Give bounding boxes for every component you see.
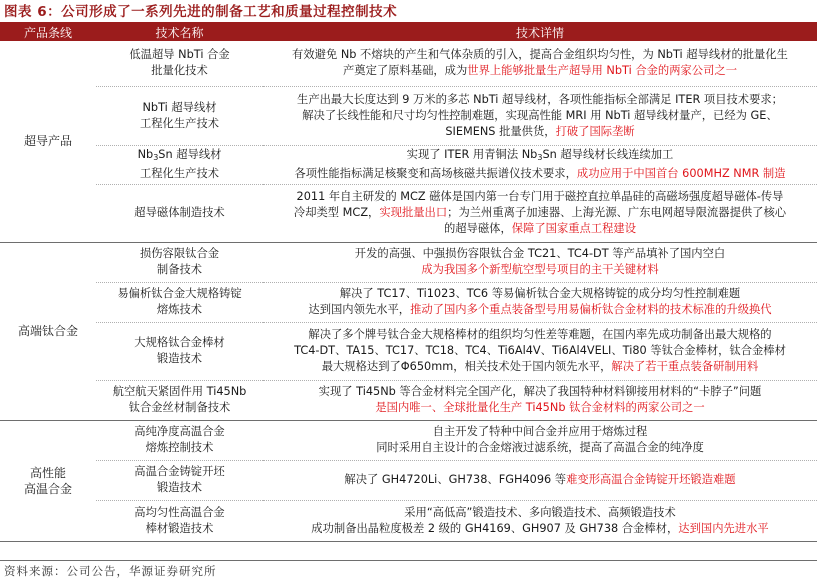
table-row — [0, 322, 817, 380]
highlight-text: 成功应用于中国首台 600MHZ NMR 制造 — [576, 167, 786, 180]
table-row — [0, 184, 817, 242]
tech-name: 易偏析钛合金大规格铸锭 熔炼技术 — [96, 282, 263, 322]
highlight-text: 推动了国内多个重点装备型号用易偏析钛合金材料的技术标准的升级换代 — [410, 303, 772, 316]
table-header-row — [0, 24, 817, 41]
tech-details: 开发的高强、中强损伤容限钛合金 TC21、TC4-DT 等产品填补了国内空白 成为我国多个新型航空型号项目的主干关键材料 — [263, 242, 817, 282]
tech-details: 采用“高低高”锻造技术、多向锻造技术、高频锻造技术 成功制备出晶粒度极差 2 级的 GH4169、GH907 及 GH738 合金棒材，达到国内先进水平 — [263, 500, 817, 541]
highlight-text: 保障了国家重点工程建设 — [511, 222, 637, 235]
figure-title: 图表 6：公司形成了一系列先进的制备工艺和质量过程控制技术 — [4, 4, 398, 20]
highlight-text: 是国内唯一、全球批量化生产 Ti45Nb 钛合金材料的两家公司之一 — [375, 401, 705, 414]
tech-details: 生产出最大长度达到 9 万米的多芯 NbTi 超导线材，各项性能指标全部满足 ITER 项目技术要求； 解决了长线性能和尺寸均匀性控制难题，实现高性能 MRI 用 NbTi 超导线材量产，已经为 GE、 SIEMENS 批量供货，打破了国际垄断 — [263, 86, 817, 145]
category-superconductor: 超导产品 — [0, 41, 96, 242]
tech-name: 高温合金铸锭开坯 锻造技术 — [96, 460, 263, 500]
highlight-text: 打破了国际垄断 — [555, 124, 635, 138]
tech-name: 高纯净度高温合金 熔炼控制技术 — [96, 420, 263, 460]
highlight-text: 成为我国多个新型航空型号项目的主干关键材料 — [421, 263, 659, 276]
category-titanium: 高端钛合金 — [0, 242, 96, 420]
tech-details: 解决了 GH4720Li、GH738、FGH4096 等难变形高温合金铸锭开坯锻造难题 — [263, 460, 817, 500]
tech-name: 高均匀性高温合金 棒材锻造技术 — [96, 500, 263, 541]
header-tech-name: 技术名称 — [96, 24, 263, 41]
highlight-text: 解决了若干重点装备研制用料 — [611, 360, 759, 373]
table-row — [0, 500, 817, 541]
highlight-text: 实现批量出口 — [379, 206, 448, 219]
highlight-text: 难变形高温合金铸锭开坯锻造难题 — [566, 473, 736, 486]
source-note: 资料来源：公司公告，华源证券研究所 — [4, 564, 217, 578]
header-tech-details: 技术详情 — [263, 24, 817, 41]
table-row — [0, 460, 817, 500]
tech-name: 超导磁体制造技术 — [96, 184, 263, 242]
header-category: 产品条线 — [0, 24, 96, 41]
table-row — [0, 380, 817, 420]
tech-details: 解决了 TC17、Ti1023、TC6 等易偏析钛合金大规格铸锭的成分均匀性控制难题 达到国内领先水平，推动了国内多个重点装备型号用易偏析钛合金材料的技术标准的升级换代 — [263, 282, 817, 322]
tech-details: 2011 年自主研发的 MCZ 磁体是国内第一台专门用于磁控直拉单晶硅的高磁场强度超导磁体-传导 冷却类型 MCZ，实现批量出口；为兰州重离子加速器、上海光源、广东电网超导限流器提供了核心 的超导磁体，保障了国家重点工程建设 — [263, 184, 817, 242]
tech-name: 航空航天紧固件用 Ti45Nb 钛合金丝材制备技术 — [96, 380, 263, 420]
tech-details: 有效避免 Nb 不熔块的产生和气体杂质的引入，提高合金组织均匀性，为 NbTi 超导线材的批量化生 产奠定了原料基础，成为世界上能够批量生产超导用 NbTi 合金的两家公司之一 — [263, 41, 817, 86]
table-row — [0, 242, 817, 282]
table-row — [0, 41, 817, 86]
highlight-text: 世界上能够批量生产超导用 NbTi 合金的两家公司之一 — [467, 64, 737, 78]
tech-table — [0, 24, 817, 542]
table-row — [0, 420, 817, 460]
tech-name: NbTi 超导线材 工程化生产技术 — [96, 86, 263, 145]
footer-rule — [0, 560, 817, 561]
tech-details: 实现了 ITER 用青铜法 $Nb_3Sn$ 超导线材长线连续加工 各项性能指标满足核聚变和高场核磁共振谱仪技术要求，成功应用于中国首台 600MHZ NMR 制造 — [263, 145, 817, 184]
tech-details: 实现了 Ti45Nb 等合金材料完全国产化，解决了我国特种材料铆接用材料的“卡脖子”问题 是国内唯一、全球批量化生产 Ti45Nb 钛合金材料的两家公司之一 — [263, 380, 817, 420]
table-row — [0, 145, 817, 184]
tech-name: 损伤容限钛合金 制备技术 — [96, 242, 263, 282]
tech-details: 自主开发了特种中间合金并应用于熔炼过程 同时采用自主设计的合金熔液过滤系统，提高了高温合金的纯净度 — [263, 420, 817, 460]
tech-name: 低温超导 NbTi 合金 批量化技术 — [96, 41, 263, 86]
table-row — [0, 86, 817, 145]
tech-name: $Nb_3Sn$ 超导线材 工程化生产技术 — [96, 145, 263, 184]
category-superalloy: 高性能 高温合金 — [0, 420, 96, 541]
table-row — [0, 282, 817, 322]
highlight-text: 达到国内先进水平 — [678, 521, 769, 535]
tech-details: 解决了多个牌号钛合金大规格棒材的组织均匀性差等难题，在国内率先成功制备出最大规格的 TC4-DT、TA15、TC17、TC18、TC4、Ti6Al4V、Ti6Al4VELI、Ti80 等钛合金棒材，钛合金棒材 最大规格达到了Φ650mm，相关技术处于国内领先水平，解决了若干重点装备研制用料 — [263, 322, 817, 380]
tech-name: 大规格钛合金棒材 锻造技术 — [96, 322, 263, 380]
